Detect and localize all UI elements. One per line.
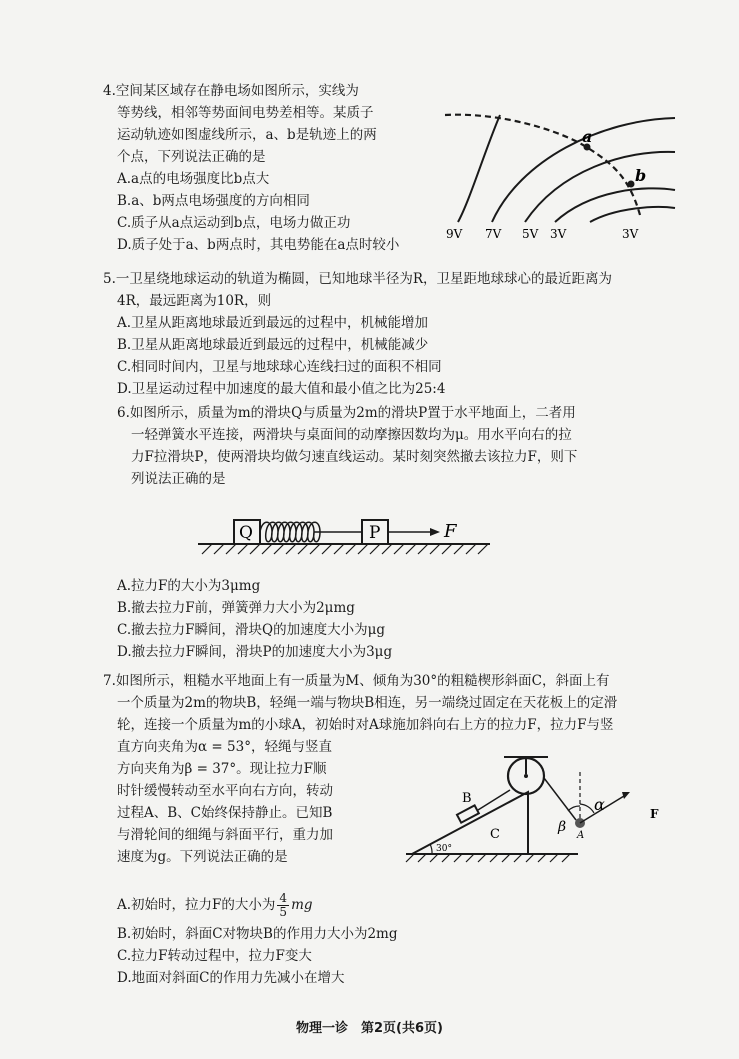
angle-arc-30: [430, 844, 432, 854]
ground-hatching: [202, 544, 488, 554]
q6-option-d: D.撤去拉力F瞬间，滑块P的加速度大小为3μg: [117, 644, 393, 660]
equipotential-line-3v-outer: [590, 207, 675, 222]
label-3v-inner: 3V: [550, 227, 567, 241]
label-3v-outer: 3V: [622, 227, 639, 241]
point-a-label: a: [582, 127, 593, 146]
q7-line: 一个质量为2m的物块B，轻绳一端与物块B相连，另一端绕过固定在天花板上的定滑: [117, 695, 618, 711]
pulley-axle: [524, 774, 528, 778]
q7-line: 与滑轮间的细绳与斜面平行，重力加: [117, 827, 333, 843]
question-7-options: [117, 923, 398, 989]
q7-line: 7.如图所示，粗糙水平地面上有一质量为M、倾角为30°的粗糙楔形斜面C，斜面上有: [103, 673, 610, 689]
q7-option-a-prefix: A.初始时，拉力F的大小为: [117, 897, 276, 913]
q5-option-d: D.卫星运动过程中加速度的最大值和最小值之比为25:4: [117, 381, 446, 397]
q4-equipotential-figure: [440, 90, 680, 280]
angle-30-label: 30°: [436, 844, 452, 854]
q5-line: 5.一卫星绕地球运动的轨道为椭圆，已知地球半径为R，卫星距地球球心的最近距离为: [103, 271, 613, 287]
q7-line: 速度为g。下列说法正确的是: [117, 849, 288, 865]
q6-line: 列说法正确的是: [131, 471, 226, 487]
q5-option-c: C.相同时间内，卫星与地球球心连线扫过的面积不相同: [117, 359, 442, 375]
q6-line: 6.如图所示，质量为m的滑块Q与质量为2m的滑块P置于水平地面上，二者用: [117, 405, 576, 421]
q4-option-b: B.a、b两点电场强度的方向相同: [117, 193, 310, 209]
q7-option-c: C.拉力F转动过程中，拉力F变大: [117, 948, 312, 964]
equipotential-line-5v: [525, 152, 675, 222]
force-label: F: [444, 521, 457, 542]
wedge-c-label: C: [490, 827, 500, 842]
q7-line: 轮，连接一个质量为m的小球A，初始时对A球施加斜向右上方的拉力F，拉力F与竖: [117, 717, 614, 733]
q7-line: 方向夹角为β = 37°。现让拉力F顺: [117, 761, 327, 777]
equipotential-line-9v: [458, 115, 500, 222]
equipotential-line-3v-inner: [555, 188, 675, 222]
force-arrowhead: [430, 528, 440, 536]
q6-line: 力F拉滑块P，使两滑块均做匀速直线运动。某时刻突然撤去该拉力F，则下: [131, 449, 578, 465]
q4-line: 4.空间某区域存在静电场如图所示，实线为: [103, 83, 359, 99]
q7-option-a: [117, 887, 313, 923]
point-b-label: b: [635, 166, 647, 185]
q6-option-b: B.撤去拉力F前，弹簧弹力大小为2μmg: [117, 600, 355, 616]
q4-line: 个点，下列说法正确的是: [117, 149, 266, 165]
label-5v: 5V: [522, 227, 539, 241]
ball-a-label: A: [577, 830, 585, 841]
question-5: [103, 268, 612, 400]
q7-incline-figure: [398, 752, 698, 870]
block-b-label: B: [462, 791, 472, 806]
force-f-label: F: [650, 807, 659, 821]
q5-option-b: B.卫星从距离地球最近到最远的过程中，机械能减少: [117, 337, 429, 353]
q6-blocks-figure: [198, 514, 498, 558]
q7-option-b: B.初始时，斜面C对物块B的作用力大小为2mg: [117, 926, 398, 942]
q6-option-c: C.撤去拉力F瞬间，滑块Q的加速度大小为μg: [117, 622, 385, 638]
q4-line: 运动轨迹如图虚线所示，a、b是轨迹上的两: [117, 127, 377, 143]
rope-pulley-a: [544, 778, 576, 820]
question-6-options: [117, 575, 392, 663]
question-6: [117, 402, 577, 490]
q5-option-a: A.卫星从距离地球最近到最远的过程中，机械能增加: [117, 315, 429, 331]
spring: [260, 522, 362, 542]
block-p-label: P: [369, 523, 381, 543]
beta-label: β: [558, 819, 567, 835]
rope-b-pulley: [478, 790, 510, 810]
alpha-label: α: [594, 795, 605, 814]
fraction-numerator: 4: [279, 891, 288, 905]
q7-option-d: D.地面对斜面C的作用力先减小在增大: [117, 970, 345, 986]
point-b-dot: [628, 181, 635, 188]
force-f-arrowhead: [622, 792, 630, 799]
beta-arc: [568, 806, 580, 811]
q4-option-c: C.质子从a点运动到b点，电场力做正功: [117, 215, 351, 231]
q4-option-a: A.a点的电场强度比b点大: [117, 171, 270, 187]
block-q-label: Q: [239, 523, 253, 543]
q6-line: 一轻弹簧水平连接，两滑块与桌面间的动摩擦因数均为μ。用水平向右的拉: [131, 427, 572, 443]
q7-option-a-suffix: mg: [291, 897, 313, 913]
q7-line: 过程A、B、C始终保持静止。已知B: [117, 805, 333, 821]
question-4: [103, 80, 400, 256]
q6-option-a: A.拉力F的大小为3μmg: [117, 578, 261, 594]
alpha-arc: [580, 804, 594, 813]
q4-line: 等势线，相邻等势面间电势差相等。某质子: [117, 105, 374, 121]
q7-line: 时针缓慢转动至水平向右方向，转动: [117, 783, 333, 799]
ground-hatching: [406, 854, 570, 862]
q7-line: 直方向夹角为α = 53°，轻绳与竖直: [117, 739, 332, 755]
q4-option-d: D.质子处于a、b两点时，其电势能在a点时较小: [117, 237, 400, 253]
fraction-denominator: 5: [279, 905, 288, 919]
page-footer: 物理一诊 第2页(共6页): [296, 1021, 443, 1036]
q5-line: 4R，最远距离为10R，则: [117, 293, 272, 309]
q7-option-a-fraction: [277, 892, 289, 919]
label-9v: 9V: [446, 227, 463, 241]
label-7v: 7V: [485, 227, 502, 241]
